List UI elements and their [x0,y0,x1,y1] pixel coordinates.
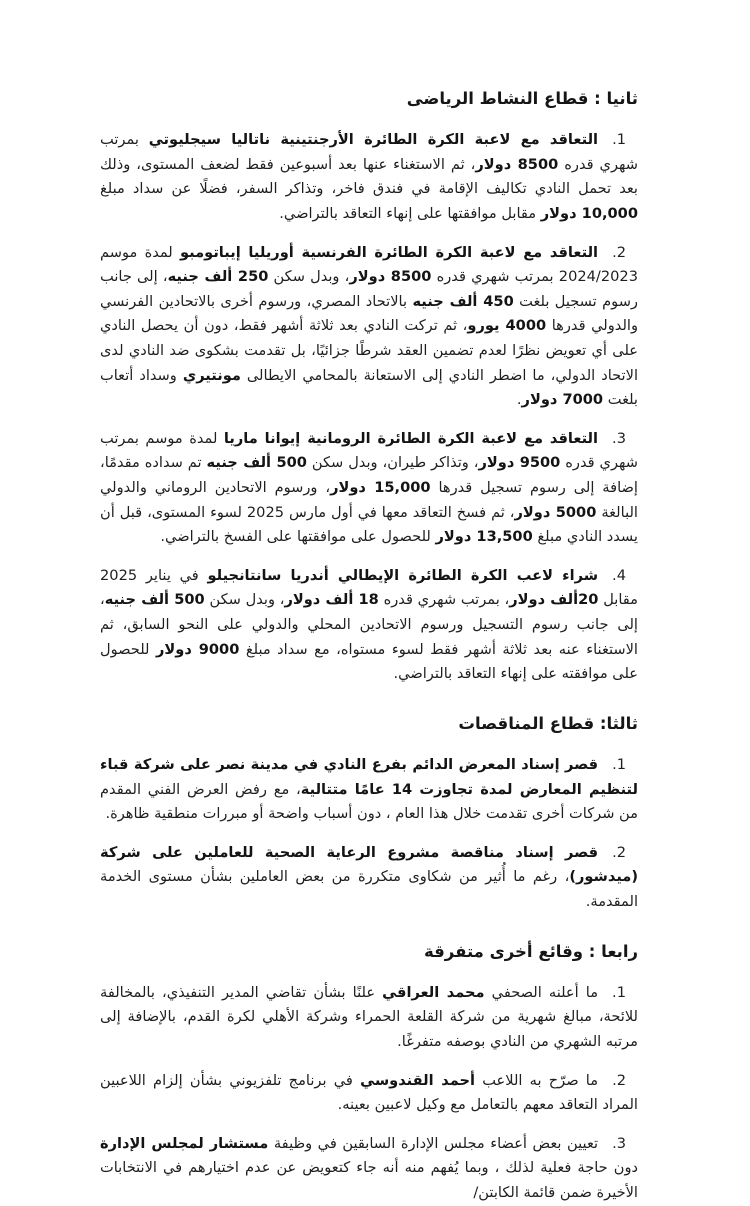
text-run: ، ثم تركت النادي بعد ثلاثة أشهر فقط، دون أن يحصل النادي على أي تعويض نظرًا لعدم تضمين العقد شرطًا جزائيًا، بل تقدمت بشكوى ضد النادي لدى الاتحاد الدولي، ما اضطر النادي إلى الاستعانة بالمحامي الايطالى [100,317,638,384]
text-run: بالاتحاد المصري، ورسوم أخرى بالاتحادين الفرنسي والدولي قدرها [100,292,638,335]
section-tenders [100,713,638,915]
text-run: 20ألف دولار [509,591,599,609]
text-run: . [516,391,522,409]
text-run: 9500 دولار [478,454,561,472]
text-run: 13,500 دولار [435,528,533,546]
list-item [100,1132,638,1206]
text-run: دون حاجة فعلية لذلك ، وبما يُفهم منه أنه جاء كتعويض عن عدم اختيارهم في الانتخابات الأخيرة ضمن قائمة الكابتن/ [100,1159,638,1201]
text-run: 5000 دولار [514,503,597,521]
text-run: ، وبدل سكن [204,591,285,609]
text-run: محمد العراقي [382,983,485,1001]
section-items [100,753,638,915]
list-item [100,753,638,827]
text-run: مونتيري [182,366,241,384]
text-run: علنًا بشأن تقاضي المدير التنفيذي، بالمخالفة للائحة، مبالغ شهرية من شركة القلعة الحمراء وشركة الأهلي لكرة القدم، بالإضافة إلى مرتبه الشهري من النادي بوصفه متفرغًا. [100,983,638,1051]
text-run: وسداد أتعاب بلغت [100,366,638,409]
list-item-number: 3. [612,1134,626,1152]
list-item-number: 2. [612,1071,626,1089]
section-sports-activity [100,88,638,687]
text-run: تم سداده مقدمًا، إضافة إلى رسوم تسجيل قدرها [100,454,638,496]
section-misc-facts [100,941,638,1206]
text-run: ما صرّح به اللاعب [475,1071,599,1089]
section-heading: رابعا : وقائع أخرى متفرقة [424,941,638,961]
list-item [100,1069,638,1118]
text-run: لمدة موسم بمرتب شهري قدره [100,429,638,472]
text-run: التعاقد مع لاعبة الكرة الطائرة الفرنسية أوريليا إيباتومبو [180,243,599,261]
list-item [100,981,638,1055]
text-run: مقابل موافقتها على إنهاء التعاقد بالتراضي. [279,205,541,223]
section-items [100,981,638,1206]
text-run: 15,000 دولار [330,478,431,496]
text-run: 500 ألف جنيه [104,591,205,609]
list-item [100,427,638,550]
text-run: 500 ألف جنيه [206,454,307,472]
text-run: ، وبدل سكن [268,268,350,286]
text-run: ما أعلنه الصحفي [484,983,599,1001]
list-item-number: 4. [612,566,626,584]
text-run: التعاقد مع لاعبة الكرة الطائرة الأرجنتينية ناتاليا سيجليوتي [148,131,599,149]
text-run: ، إلى جانب رسوم التسجيل ورسوم الاتحادين المحلي والدولي على النحو السابق، ثم الاستغناء عنه بعد ثلاثة أشهر فقط لسوء مستواه، مع سداد مبلغ [100,591,638,658]
text-run: في يناير 2025 مقابل [100,566,638,609]
text-run: 18 ألف دولار [284,591,379,609]
text-run: 9000 دولار [155,640,240,658]
list-item-number: 3. [612,429,626,447]
text-run: ، ثم فسخ التعاقد معها في أول مارس 2025 لسوء المستوى، قبل أن يسدد النادي مبلغ [100,503,638,546]
text-run: 450 ألف جنيه [412,292,514,310]
text-run: قصر إسناد المعرض الدائم بفرع النادي في مدينة نصر على شركة قباء لتنظيم المعارض لمدة تجاوزت 14 عامًا متتالية [100,756,638,798]
text-run: ، رغم ما أُثير من شكاوى متكررة من بعض العاملين بشأن مستوى الخدمة المقدمة. [100,868,638,910]
section-heading: ثانيا : قطاع النشاط الرياضى [406,89,638,108]
text-run: 7000 دولار [521,391,604,409]
text-run: للحصول على موافقتها على الفسخ بالتراضي. [160,528,436,546]
text-run: ، إلى جانب رسوم تسجيل بلغت [100,268,638,310]
list-item-number: 2. [612,843,626,861]
text-run: التعاقد مع لاعبة الكرة الطائرة الرومانية إيوانا ماريا [223,429,599,447]
text-run: ، ثم الاستغناء عنها بعد أسبوعين فقط لضعف المستوى، وذلك بعد تحمل النادي تكاليف الإقامة في فندق فاخر، وتذاكر السفر، فضلًا عن سداد مبلغ [100,155,638,198]
list-item-number: 1. [612,131,626,149]
text-run: 10,000 دولار [540,205,638,223]
text-run: ، وتذاكر طيران، وبدل سكن [306,454,479,472]
list-item [100,564,638,687]
text-run: قصر إسناد مناقصة مشروع الرعاية الصحية للعاملين على شركة (ميدشور) [100,843,638,886]
list-item [100,841,638,915]
list-item [100,241,638,413]
text-run: شراء لاعب الكرة الطائرة الإيطالي أندريا سانتانجيلو [207,566,599,584]
text-run: تعيين بعض أعضاء مجلس الإدارة السابقين في وظيفة [268,1134,599,1152]
text-run: 8500 دولار [475,155,559,173]
text-run: بمرتب شهري قدره [100,131,638,173]
list-item [100,128,638,226]
text-run: 250 ألف جنيه [167,268,269,286]
text-run: ، بمرتب شهري قدره [378,591,510,609]
text-run: 4000 يورو [467,317,547,335]
text-run: أحمد القندوسي [360,1071,475,1089]
list-item-number: 1. [612,983,626,1001]
text-run: في برنامج تلفزيوني بشأن إلزام اللاعبين المراد التعاقد معهم بالتعامل مع وكيل لاعبين بعينه. [100,1071,638,1114]
text-run: 8500 دولار [349,268,432,286]
text-run: ، ورسوم الاتحادين الروماني والدولي البالغة [100,478,638,521]
section-items [100,128,638,686]
text-run: مستشار لمجلس الإدارة [100,1134,269,1152]
list-item-number: 1. [612,756,626,773]
text-run: ، مع رفض العرض الفني المقدم من شركات أخرى تقدمت خلال هذا العام ، دون أسباب واضحة أو مبررات منطقية ظاهرة. [100,780,638,823]
text-run: لمدة موسم 2024/2023 بمرتب شهري قدره [100,243,638,286]
list-item-number: 2. [612,243,626,261]
text-run: للحصول على موافقته على إنهاء التعاقد بالتراضي. [100,640,638,683]
section-heading: ثالثا: قطاع المناقصات [458,713,638,733]
